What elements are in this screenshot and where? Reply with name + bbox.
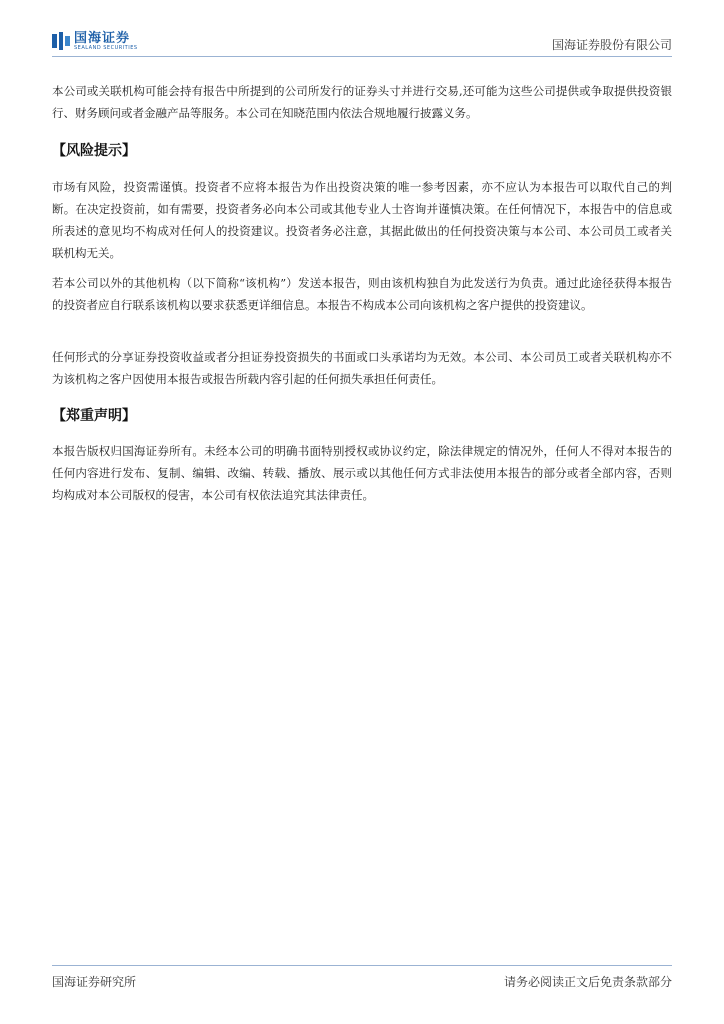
logo-en-text: SEALAND SECURITIES: [74, 44, 138, 51]
header-company-name: 国海证券股份有限公司: [551, 38, 672, 52]
statement-paragraph: 本报告版权归国海证券所有。未经本公司的明确书面特别授权或协议约定，除法律规定的情况外，任何人不得对本报告的任何内容进行发布、复制、编辑、改编、转载、播放、展示或以其他任何方式非法使用本报告的部分或者全部内容，否则均构成对本公司版权的侵害，本公司有权依法追究其法律责任。: [52, 444, 672, 502]
page-header: [52, 30, 672, 56]
company-logo: [52, 30, 138, 52]
logo-cn-text: 国海证券: [74, 30, 131, 46]
intro-paragraph: 本公司或关联机构可能会持有报告中所提到的公司所发行的证券头寸并进行交易,还可能为这些公司提供或争取提供投资银行、财务顾问或者金融产品等服务。本公司在知晓范围内依法合规地履行披露义务。: [52, 84, 672, 120]
footer-institute: 国海证券研究所: [52, 975, 137, 989]
header-divider: [52, 56, 672, 57]
statement-heading: 【郑重声明】: [52, 408, 136, 424]
footer-divider: [52, 965, 672, 966]
risk-paragraph-2: 若本公司以外的其他机构（以下简称“该机构”）发送本报告，则由该机构独自为此发送行为负责。通过此途径获得本报告的投资者应自行联系该机构以要求获悉更详细信息。本报告不构成本公司向该机构之客户提供的投资建议。: [52, 276, 672, 312]
risk-heading: 【风险提示】: [52, 143, 136, 159]
logo-icon: [52, 32, 70, 50]
risk-paragraph-3: 任何形式的分享证券投资收益或者分担证券投资损失的书面或口头承诺均为无效。本公司、本公司员工或者关联机构亦不为该机构之客户因使用本报告或报告所载内容引起的任何损失承担任何责任。: [52, 350, 672, 386]
footer-disclaimer-note: 请务必阅读正文后免责条款部分: [503, 975, 672, 989]
risk-paragraph-1: 市场有风险，投资需谨慎。投资者不应将本报告为作出投资决策的唯一参考因素，亦不应认为本报告可以取代自己的判断。在决定投资前，如有需要，投资者务必向本公司或其他专业人士咨询并谨慎决策。在任何情况下，本报告中的信息或所表述的意见均不构成对任何人的投资建议。投资者务必注意，其据此做出的任何投资决策与本公司、本公司员工或者关联机构无关。: [52, 180, 672, 260]
